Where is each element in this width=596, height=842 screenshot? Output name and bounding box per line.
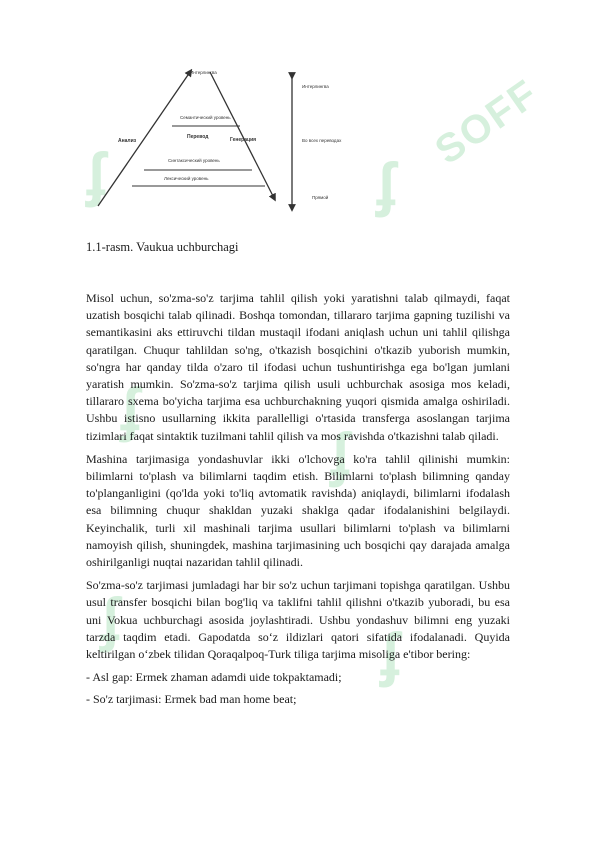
watermark-glyph: ʄ: [120, 376, 140, 443]
watermark-glyph: ʄ: [100, 586, 120, 653]
analysis-label: Анализ: [118, 138, 137, 144]
figure-caption: 1.1-rasm. Vaukua uchburchagi: [86, 240, 239, 254]
watermark-glyph: ʄ: [330, 421, 350, 488]
paragraph: Mashina tarjimasiga yondashuvlar ikki o'lchovga ko'ra tahlil qilinishi mumkin: bilimlarni to'plash va bilimlarni taqdim etish. Bilimlarni to'plash bilimning qanday to'planganligini (qo'lda yoki to'liq avtomatik ravishda) aniqlaydi, bilimlarni ifodalash esa bilimning chuqur shakldan yuzaki shaklga qadar ifodalanishini belgilaydi. Keyinchalik, turli xil mashinali tarjima usullari bilimlarni to'plash va bilimlarni namoyish qilish, shuningdek, mashina tarjimasining uch bosqichi qay darajada amalga oshirilganligi nuqtai nazaridan tahlil qilinadi.: [86, 451, 510, 570]
axis-bottom-label: Прямой: [312, 195, 329, 200]
watermark-glyph: ʄ: [86, 141, 106, 208]
triangle-diagram: [80, 62, 460, 242]
paragraph: So'zma-so'z tarjimasi jumladagi har bir so'z uchun tarjimani topishga qaratilgan. Ushbu usul transfer bosqichi bilan bog'liq va taklifni tahlil qilishni o'tkazib yuboradi, bu esa uni Vokua uchburchagi asosida joylashtiradi. Ushbu yondashuv bilimni eng yuzaki tarzda taqdim etadi. Gapodatda so‘z ildizlari qatori sifatida ifodalanadi. Quyida keltirilgan o‘zbek tilidan Qoraqalpoq-Turk tiliga tarjima misoliga e'tibor bering:: [86, 578, 510, 662]
semantic-level-label: Семантический уровень: [180, 115, 231, 120]
watermark-glyph: ʄ: [376, 151, 396, 218]
translation-label: Перевод: [187, 134, 209, 140]
axis-middle-label: Во всех переводах: [302, 138, 342, 143]
apex-label: Интерлингва: [190, 70, 217, 75]
watermark-text: SOFF: [427, 71, 547, 173]
axis-top-label: Интерлингва: [302, 84, 329, 89]
vauquois-triangle-figure: [80, 62, 460, 242]
syntactic-level-label: Синтаксический уровень: [168, 158, 220, 163]
example-word-translation: - So'z tarjimasi: Ermek bad man home beat;: [86, 692, 297, 707]
generation-label: Генерация: [230, 137, 257, 143]
example-original-sentence: - Asl gap: Ermek zhaman adamdi uide tokpaktamadi;: [86, 670, 342, 685]
generation-arrow: [210, 72, 274, 198]
paragraph: Misol uchun, so'zma-so'z tarjima tahlil qilish yoki yaratishni talab qilmaydi, faqat uzatish bosqichi talab qilinadi. Boshqa tomondan, tillararo tarjima gapning tuzilishi va semantikasini aks ettiruvchi tildan mustaqil ifodani aniqlash uchun uni tahlil qilishga qaratilgan. Chuqur tahlildan so'ng, o'tkazish bosqichini o'tkazib yuborish mumkin, so'ngra har qanday tilda o'zaro til ifodasi uchun tushuntirishga ega bo'lgan jumlani yaratish mumkin. So'zma-so'z tarjima qilish usuli uchburchak asosiga mos keladi, tillararo sxema bo'yicha tarjima esa uchburchakning yuqori qismida amalga oshiriladi. Ushbu istisno usullarning ikkita parallelligi o'rtasida transferga asoslangan tarjima tizimlari faqat sintaktik tuzilmani tahlil qilish va mos ravishda o'tkazishni talab qiladi.: [86, 291, 510, 443]
lexical-level-label: Лексический уровень: [164, 176, 209, 181]
body-text: [86, 290, 510, 714]
watermark-glyph: ʄ: [380, 621, 400, 688]
